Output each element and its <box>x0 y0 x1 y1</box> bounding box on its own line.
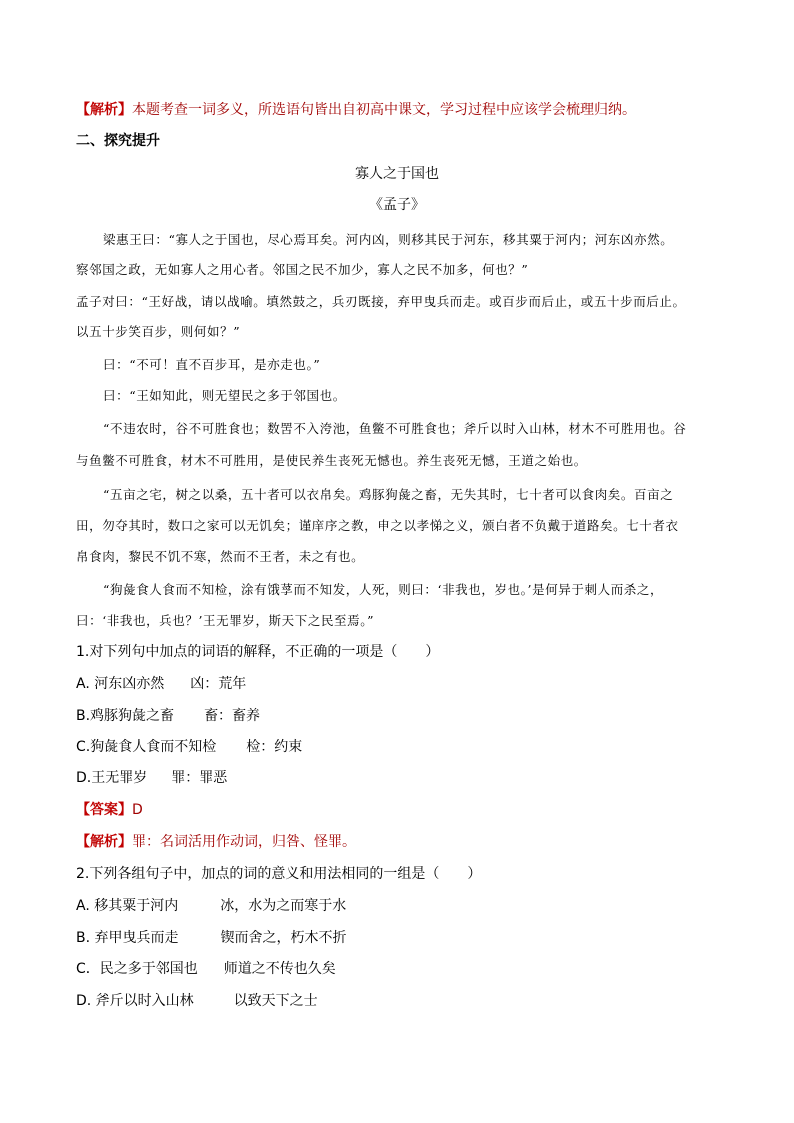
question-1-analysis <box>76 832 356 852</box>
passage-line: 曰：“不可！直不百步耳，是亦走也。” <box>103 357 321 372</box>
passage-line: 帛食肉，黎民不饥不寒，然而不王者，未之有也。 <box>76 549 365 564</box>
passage-line: “不违农时，谷不可胜食也；数罟不入洿池，鱼鳖不可胜食也；斧斤以时入山林，材木不可胜用也。谷 <box>103 421 687 436</box>
analysis-tag: 【解析】 <box>76 834 132 850</box>
passage-line: 曰：‘非我也，兵也？’王无罪岁，斯天下之民至焉。” <box>76 613 375 628</box>
option-note: 罪：罪恶 <box>171 770 228 786</box>
passage-title: 寡人之于国也 <box>355 166 439 182</box>
option-sentence-b: 锲而舍之，朽木不折 <box>220 930 347 946</box>
question-1-stem: 1.对下列句中加点的词语的解释，不正确的一项是（ ） <box>76 644 440 660</box>
option-sentence-a: B. 弃甲曳兵而走 <box>76 930 179 946</box>
option-sentence-b: 以致天下之士 <box>233 993 318 1009</box>
analysis-text: 罪：名词活用作动词，归咎、怪罪。 <box>132 834 356 850</box>
option-note: 凶：荒年 <box>190 676 247 692</box>
question-1-option-d <box>76 768 227 788</box>
question-1-answer <box>76 800 143 820</box>
option-sentence-b: 冰，水为之而寒于水 <box>220 898 347 914</box>
passage-line: 察邻国之政，无如寡人之用心者。邻国之民不加少，寡人之民不加多，何也？” <box>76 262 529 277</box>
question-1-option-c <box>76 737 302 757</box>
passage-author: 《孟子》 <box>369 197 425 213</box>
section-title: 二、探究提升 <box>76 133 160 149</box>
passage-line: 田，勿夺其时，数口之家可以无饥矣；谨庠序之教，申之以孝悌之义，颁白者不负戴于道路矣。七十者衣 <box>76 518 679 533</box>
option-sentence-b: 师道之不传也久矣 <box>223 961 336 977</box>
question-2-option-b <box>76 928 347 948</box>
question-2-option-d <box>76 991 318 1011</box>
passage-line: 梁惠王曰：“寡人之于国也，尽心焉耳矣。河内凶，则移其民于河东，移其粟于河内；河东凶亦然。 <box>103 232 674 247</box>
passage-line: 孟子对曰：“王好战，请以战喻。填然鼓之，兵刃既接，弃甲曳兵而走。或百步而后止，或五十步而后止。 <box>76 294 686 309</box>
answer-tag: 【答案】 <box>76 802 132 818</box>
option-sentence-a: A. 移其粟于河内 <box>76 898 179 914</box>
passage-line: 以五十步笑百步，则何如？” <box>76 324 241 339</box>
option-sentence: D.王无罪岁 <box>76 770 148 786</box>
analysis-text: 本题考查一词多义，所选语句皆出自初高中课文，学习过程中应该学会梳理归纳。 <box>132 102 636 118</box>
passage-line: 与鱼鳖不可胜食，材木不可胜用，是使民养生丧死无憾也。养生丧死无憾，王道之始也。 <box>76 453 587 468</box>
analysis-tag: 【解析】 <box>76 102 132 118</box>
question-2-option-c <box>76 959 336 979</box>
option-sentence: A. 河东凶亦然 <box>76 676 165 692</box>
question-2-option-a <box>76 896 346 916</box>
option-note: 畜：畜养 <box>204 708 261 724</box>
passage-line: “五亩之宅，树之以桑，五十者可以衣帛矣。鸡豚狗彘之畜，无失其时，七十者可以食肉矣。百亩之 <box>103 487 674 502</box>
question-1-option-b <box>76 706 260 726</box>
question-2-stem: 2.下列各组句子中，加点的词的意义和用法相同的一组是（ ） <box>76 866 482 882</box>
answer-value: D <box>132 802 143 818</box>
option-sentence-a: C．民之多于邻国也 <box>76 961 198 977</box>
question-1-option-a <box>76 674 246 694</box>
option-note: 检：约束 <box>246 739 303 755</box>
passage-line: 曰：“王如知此，则无望民之多于邻国也。 <box>103 388 346 403</box>
passage-line: “狗彘食人食而不知检，涂有饿莩而不知发，人死，则曰：‘非我也，岁也。’是何异于刺人而杀之， <box>103 582 664 597</box>
option-sentence: C.狗彘食人食而不知检 <box>76 739 217 755</box>
option-sentence-a: D. 斧斤以时入山林 <box>76 993 194 1009</box>
option-sentence: B.鸡豚狗彘之畜 <box>76 708 175 724</box>
analysis-line-1 <box>76 100 636 120</box>
